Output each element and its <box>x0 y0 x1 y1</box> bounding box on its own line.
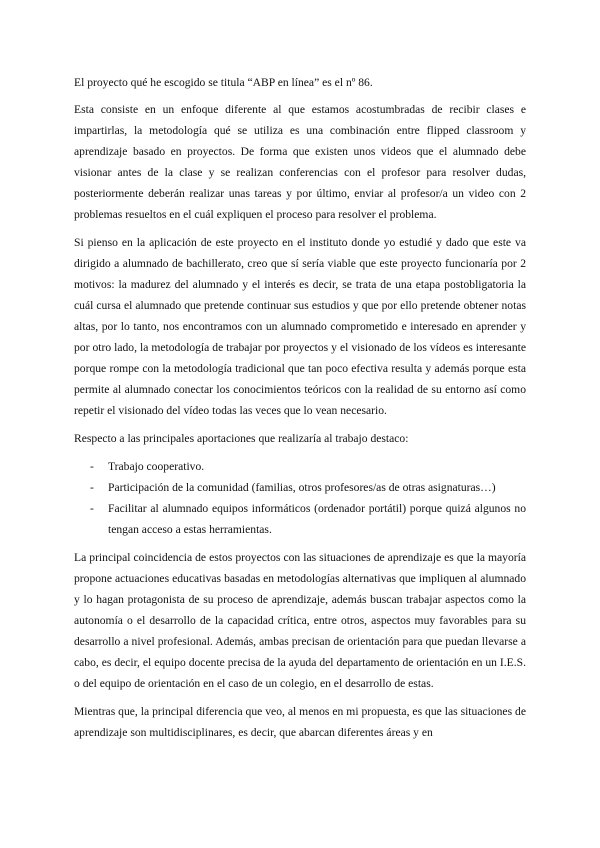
list-item <box>74 477 526 498</box>
bullet-dash: - <box>90 481 94 494</box>
list-item-text: Facilitar al alumnado equipos informáticos (ordenador portátil) porque quizá algunos no tengan acceso a estas herramientas. <box>108 502 526 536</box>
document-title-line: El proyecto qué he escogido se titula “ABP en línea” es el nº 86. <box>74 76 373 89</box>
paragraph-differences: Mientras que, la principal diferencia que veo, al menos en mi propuesta, es que las situaciones de aprendizaje son multidisciplinares, es decir, que abarcan diferentes áreas y en <box>74 705 526 739</box>
list-item <box>74 498 526 540</box>
list-item-text: Participación de la comunidad (familias, otros profesores/as de otras asignaturas…) <box>108 481 496 494</box>
bullet-dash: - <box>90 460 94 473</box>
contributions-list <box>74 456 526 540</box>
paragraph-contributions-intro: Respecto a las principales aportaciones que realizaría al trabajo destaco: <box>74 432 409 445</box>
list-item-text: Trabajo cooperativo. <box>108 460 205 473</box>
paragraph-project-description: Esta consiste en un enfoque diferente al que estamos acostumbradas de recibir clases e impartirlas, la metodología qué se utiliza es una combinación entre flipped classroom y aprendizaje basado en proyectos. De forma que existen unos videos que el alumnado debe visionar antes de la clase y se realizan conferencias con el profesor para resolver dudas, posteriormente deberán realizar unas tareas y por último, enviar al profesor/a un video con 2 problemas resueltos en el cuál expliquen el proceso para resolver el problema. <box>74 103 526 221</box>
list-item <box>74 456 526 477</box>
document-body <box>74 72 526 750</box>
paragraph-application-reflection: Si pienso en la aplicación de este proyecto en el instituto donde yo estudié y dado que este va dirigido a alumnado de bachillerato, creo que sí sería viable que este proyecto funcionaría por 2 motivos: la madurez del alumnado y el interés es decir, se trata de una etapa postobligatoria la cuál cursa el alumnado que pretende continuar sus estudios y que por ello pretende obtener notas altas, por lo tanto, nos encontramos con un alumnado comprometido e interesado en aprender y por otro lado, la metodología de trabajar por proyectos y el visionado de los vídeos es interesante porque rompe con la metodología tradicional que tan poco efectiva resulta y además porque esta permite al alumnado conectar los conocimientos teóricos con la realidad de su entorno así como repetir el visionado del vídeo todas las veces que lo vean necesario. <box>74 236 526 417</box>
bullet-dash: - <box>90 502 94 515</box>
paragraph-coincidences: La principal coincidencia de estos proyectos con las situaciones de aprendizaje es que la mayoría propone actuaciones educativas basadas en metodologías alternativas que impliquen al alumnado y lo hagan protagonista de su proceso de aprendizaje, además buscan trabajar aspectos como la autonomía o el desarrollo de la capacidad crítica, entre otros, aspectos muy favorables para su desarrollo a nivel profesional. Además, ambas precisan de orientación para que puedan llevarse a cabo, es decir, el equipo docente precisa de la ayuda del departamento de orientación en un I.E.S. o del equipo de orientación en el caso de un colegio, en el desarrollo de estas. <box>74 551 526 690</box>
